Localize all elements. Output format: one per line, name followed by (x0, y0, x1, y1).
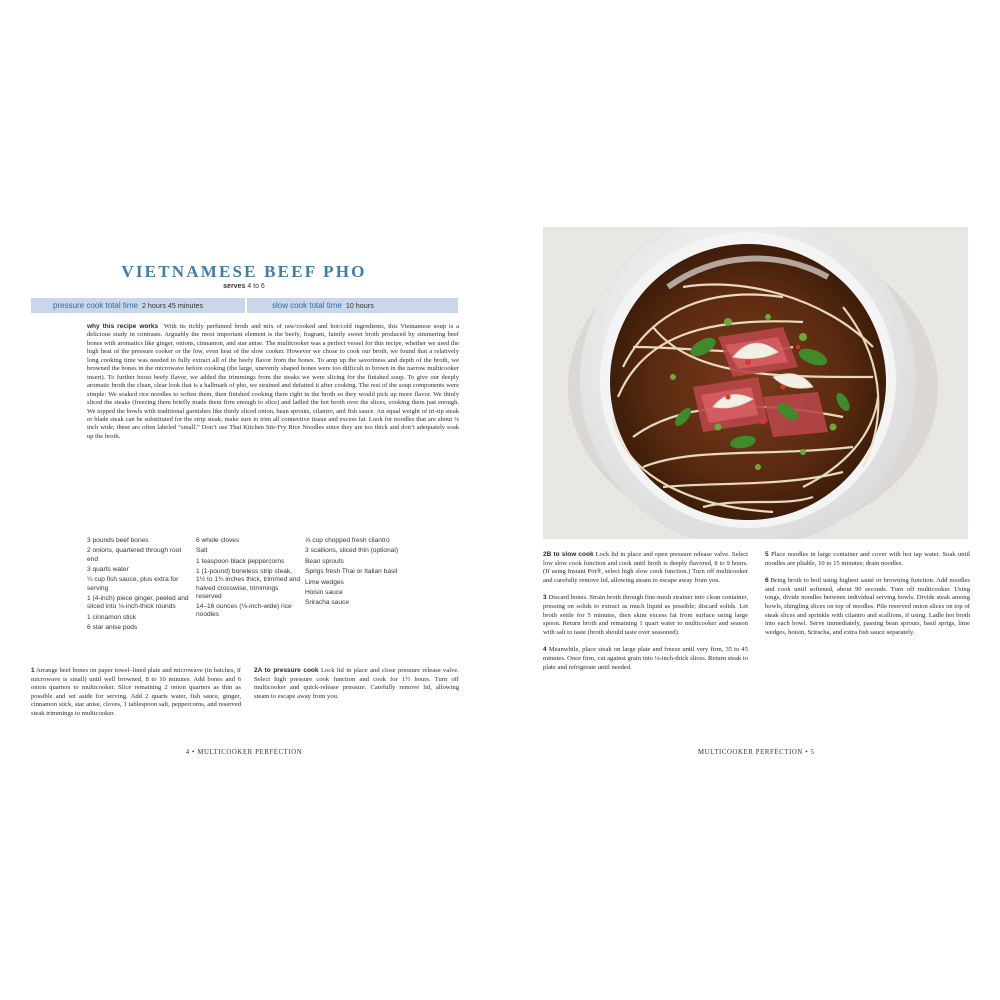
step-number: 2B to slow cook (543, 551, 594, 558)
ingredient-item: 6 star anise pods (87, 623, 138, 631)
step-number: 6 (765, 577, 769, 585)
ingredient-list (87, 537, 459, 634)
ingredient-item: Sprigs fresh Thai or Italian basil (305, 568, 398, 576)
pho-bowl-image (543, 227, 968, 539)
ingredient-item: 1 teaspoon black peppercorns (196, 557, 285, 565)
step-text: Arrange beef bones on paper towel–lined plate and microwave (in batches, if microwave is small) until well browned, 8 to 10 minutes. Add bones and 6 onion quarters to multicooker. Slice remaining 2 onion quarters as thin as possible and set aside for serving. Add 2 quarts water, fish sauce, ginger, cinnamon stick, star anise, cloves, 1 tablespoon salt, peppercorns, and reserved steak trimmings to multicooker. (31, 667, 241, 717)
ingredient-item: 3 quarts water (87, 565, 129, 573)
folio-right: MULTICOOKER PERFECTION • 5 (698, 749, 815, 756)
slow-cook-time-label: slow cook total time (272, 301, 342, 310)
right-column-1 (543, 551, 748, 681)
ingredient-item: 2 onions, quartered through root end (87, 547, 182, 563)
step-text: Meanwhile, place steak on large plate and freeze until very firm, 35 to 45 minutes. Once firm, cut against grain into ⅛-inch-thick slices. Return steak to plate and refrigerate until needed. (543, 646, 749, 671)
ingredient-item: 6 whole cloves (196, 537, 240, 544)
ingredient-item: Lime wedges (305, 578, 344, 586)
ingredient-item: 1 (4-inch) piece ginger, peeled and sliced into ⅛-inch-thick rounds (87, 594, 189, 611)
ingredient-item: ⅓ cup chopped fresh cilantro (305, 537, 390, 544)
step-6 (765, 577, 970, 637)
step-5 (765, 551, 970, 568)
ingredient-item: 1 (1-pound) boneless strip steak, 1½ to 1¾ inches thick, trimmed and halved crosswise, trimmings reserved (196, 568, 301, 600)
serves-line (30, 283, 458, 290)
ingredient-item: Bean sprouts (305, 557, 344, 565)
step-2b (543, 551, 748, 585)
ingredient-item: 3 pounds beef bones (87, 537, 149, 544)
step-number: 4 (543, 646, 547, 654)
folio-left: 4 • MULTICOOKER PERFECTION (185, 749, 303, 756)
pressure-cook-time (31, 298, 245, 313)
step-text: Lock lid in place and close pressure release valve. Select high pressure cook function and cook for 1½ hours. Turn off multicooker and quick-release pressure. Carefully remove lid, allowing steam to escape away from you. (254, 667, 459, 700)
pressure-cook-time-value: 2 hours 45 minutes (141, 301, 204, 310)
step-text: Bring broth to boil using highest sauté or browning function. Add noodles and cook until softened, about 90 seconds. Turn off multicooker. Using tongs, divide noodles between individual serving bowls. Divide steak among bowls, shingling slices on top of noodles. Pile reserved onion slices on top of steak slices and sprinkle with cilantro and scallions, if using. Ladle hot broth into each bowl. Serve immediately, passing bean sprouts, basil sprigs, lime wedges, hoisin, Sriracha, and extra fish sauce separately. (765, 577, 971, 636)
recipe-title: VIETNAMESE BEEF PHO (121, 262, 367, 281)
serves-value: 4 to 6 (247, 283, 265, 290)
pressure-cook-time-label: pressure cook total time (53, 301, 138, 310)
slow-cook-time (247, 298, 458, 313)
why-this-recipe-works (87, 323, 459, 441)
pho-bowl-photo (543, 227, 968, 539)
ingredient-item: 14–16 ounces (⅛-inch-wide) rice noodles (196, 603, 292, 619)
ingredient-item: 3 scallions, sliced thin (optional) (305, 547, 399, 555)
step-number: 3 (543, 594, 547, 602)
step-number: 5 (765, 551, 769, 558)
step-number: 2A to pressure cook (254, 667, 319, 674)
step-text: Lock lid in place and open pressure release valve. Select low slow cook function and cook until broth is deeply flavored, 8 to 9 hours. (If using Instant Pot®, select high slow cook function.) Turn off multicooker and carefully remove lid, allowing steam to escape away from you. (543, 551, 749, 584)
serves-label: serves (223, 283, 246, 290)
step-number: 1 (31, 667, 35, 674)
ingredient-item: Salt (196, 547, 208, 555)
right-column-2 (765, 551, 970, 646)
step-3 (543, 594, 748, 637)
ingredient-column-1 (87, 537, 193, 634)
step-2a (254, 667, 459, 701)
ingredient-item: ¼ cup fish sauce, plus extra for serving (87, 576, 179, 592)
step-text: Discard bones. Strain broth through fine-mesh strainer into clean container, pressing on solids to extract as much liquid as possible; discard solids. Let broth settle for 5 minutes, then skim excess fat from surface using large spoon. Return broth and remaining 1 quart water to multicooker and season with salt to taste (broth should taste over seasoned). (543, 594, 748, 636)
why-text: With its richly perfumed broth and mix of raw/cooked and hot/cold ingredients, this Vietnamese soup is a delicious study in contrasts. Arguably the most important element is the beefy, fragrant, faintly sweet broth produced by simmering beef bones with aromatics like ginger, onions, cinnamon, and star anise. The multicooker was a perfect vessel for this recipe, whether we used the high heat of the pressure cooker or the low, even heat of the slow cooker. However we chose to cook our broth, we found that a relatively long cooking time was needed to fully extract all of the beefy flavor from the bones. To amp up the savoriness and depth of the broth, we browned the bones in the microwave before cooking (the large, unevenly shaped bones were too difficult to brown in the narrow multicooker insert). To further boost beefy flavor, we added the trimmings from the steaks we were slicing for the finished soup. To give our deeply aromatic broth the clean, clear look that is a hallmark of pho, we strained and defatted it after cooking. The rest of the soup components were simple: We soaked rice noodles to soften them, then finished cooking them right in the broth so they would pick up more flavor. We thinly sliced the steaks (freezing them briefly made them firm enough to slice) and ladled the hot broth over the slices, cooking them just enough. We topped the bowls with traditional garnishes like thinly sliced onion, bean sprouts, cilantro, and fish sauce. An equal weight of tri-tip steak or blade steak can be substituted for the strip steak; make sure to trim all connective tissue and excess fat. Look for noodles that are about ⅛ inch wide; these are often labeled “small.” Don’t use Thai Kitchen Stir-Fry Rice Noodles since they are too thick and don’t adequately soak up the broth. (87, 323, 459, 440)
step-1 (31, 667, 241, 719)
step-4 (543, 646, 748, 672)
why-lead: why this recipe works (87, 323, 159, 330)
step-text: Place noodles in large container and cover with hot tap water. Soak until noodles are pliable, 10 to 15 minutes; drain noodles. (765, 551, 970, 567)
ingredient-item: Hoisin sauce (305, 588, 343, 596)
ingredient-item: Sriracha sauce (305, 599, 349, 607)
ingredient-column-3 (305, 537, 411, 634)
ingredient-item: 1 cinnamon stick (87, 613, 137, 621)
total-time-bar (31, 298, 458, 313)
ingredient-column-2 (196, 537, 302, 634)
slow-cook-time-value: 10 hours (345, 301, 374, 310)
